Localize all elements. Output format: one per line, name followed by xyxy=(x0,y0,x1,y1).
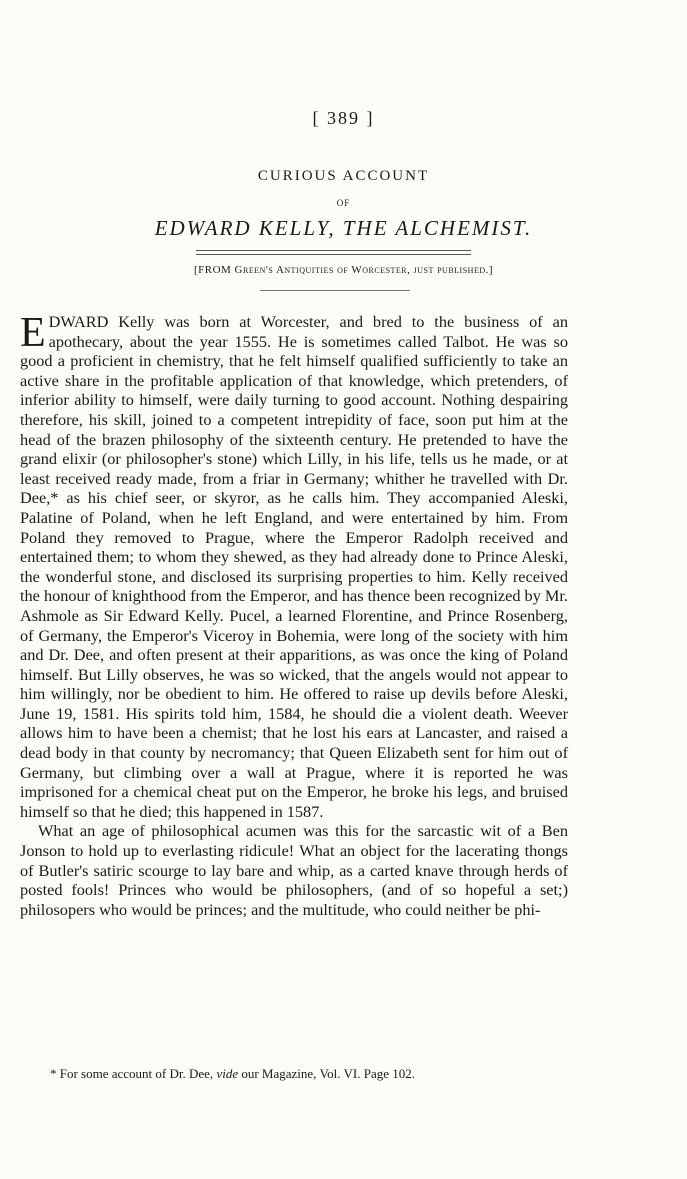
footnote-lead: * For some account of Dr. Dee, xyxy=(50,1066,217,1081)
article-title: CURIOUS ACCOUNT xyxy=(257,168,430,184)
paragraph-2: What an age of philosophical acumen was this for the sarcastic wit of a Ben Jonson to hold up to everlasting ridicule! What an object for the lacerating thongs of Butler's satiric scourge to lay bare and whip, as a carted knave through herds of posted fools! Princes who would be philosophers, (and of so hopeful a set;) philosopers who would be princes; and the multitude, who could neither be phi- xyxy=(20,821,568,919)
title-of: OF xyxy=(336,198,351,208)
source-divider xyxy=(260,290,410,291)
paragraph-1 xyxy=(20,312,568,821)
footnote xyxy=(50,1066,570,1082)
page-number: [ 389 ] xyxy=(312,108,375,128)
source-line xyxy=(0,264,687,276)
article-body xyxy=(20,312,568,919)
source-citation: Green's Antiquities of Worcester, just published. xyxy=(234,264,489,276)
title-divider xyxy=(196,250,471,255)
drop-cap: E xyxy=(20,310,46,356)
source-open: [FROM xyxy=(193,264,235,276)
footnote-vide: vide xyxy=(216,1066,239,1081)
paragraph-1-text: DWARD Kelly was born at Worcester, and bred to the business of an apothecary, about the year 1555. He is sometimes called Talbot. He was so good a proficient in chemistry, that he felt himself qualified sufficiently to take an active share in the profitable application of that knowledge, which pretenders, of inferior ability to himself, were daily turning to good account. Nothing despairing therefore, his skill, joined to a competent intrepidity of face, soon put him at the head of the brazen philosophy of the sixteenth century. He pretended to have the grand elixir (or philosopher's stone) which Lilly, in his life, tells us he made, or at least received ready made, from a friar in Germany; whither he travelled with Dr. Dee,* as his chief seer, or skyror, as he calls him. They accompanied Aleski, Palatine of Poland, when he left England, and were entertained by him. From Poland they removed to Prague, where the Emperor Radolph received and entertained them; to whom they shewed, as they had already done to Prince Aleski, the wonderful stone, and disclosed its surprising properties to him. Kelly received the honour of knighthood from the Emperor, and has thence been recognized by Mr. Ashmole as Sir Edward Kelly. Pucel, a learned Florentine, and Prince Rosenberg, of Germany, the Emperor's Viceroy in Bohemia, were long of the society with him and Dr. Dee, and often present at their apparitions, as was once the king of Poland himself. But Lilly observes, he was so wicked, that the angels would not appear to him willingly, nor be obedient to him. He offered to raise up devils before Aleski, June 19, 1581. His spirits told him, 1584, he should die a violent death. Weever allows him to have been a chemist; that he lost his ears at Lancaster, and raised a dead body in that county by necromancy; that Queen Elizabeth sent for him out of Germany, but climbing over a wall at Prague, where it is reported he was imprisoned for a chemical cheat put on the Emperor, he broke his legs, and bruised himself so that he died; this happened in 1587. xyxy=(20,312,568,821)
footnote-rest: our Magazine, Vol. VI. Page 102. xyxy=(238,1066,416,1081)
source-close: ] xyxy=(488,264,494,276)
article-subject: EDWARD KELLY, THE ALCHEMIST. xyxy=(154,216,533,240)
